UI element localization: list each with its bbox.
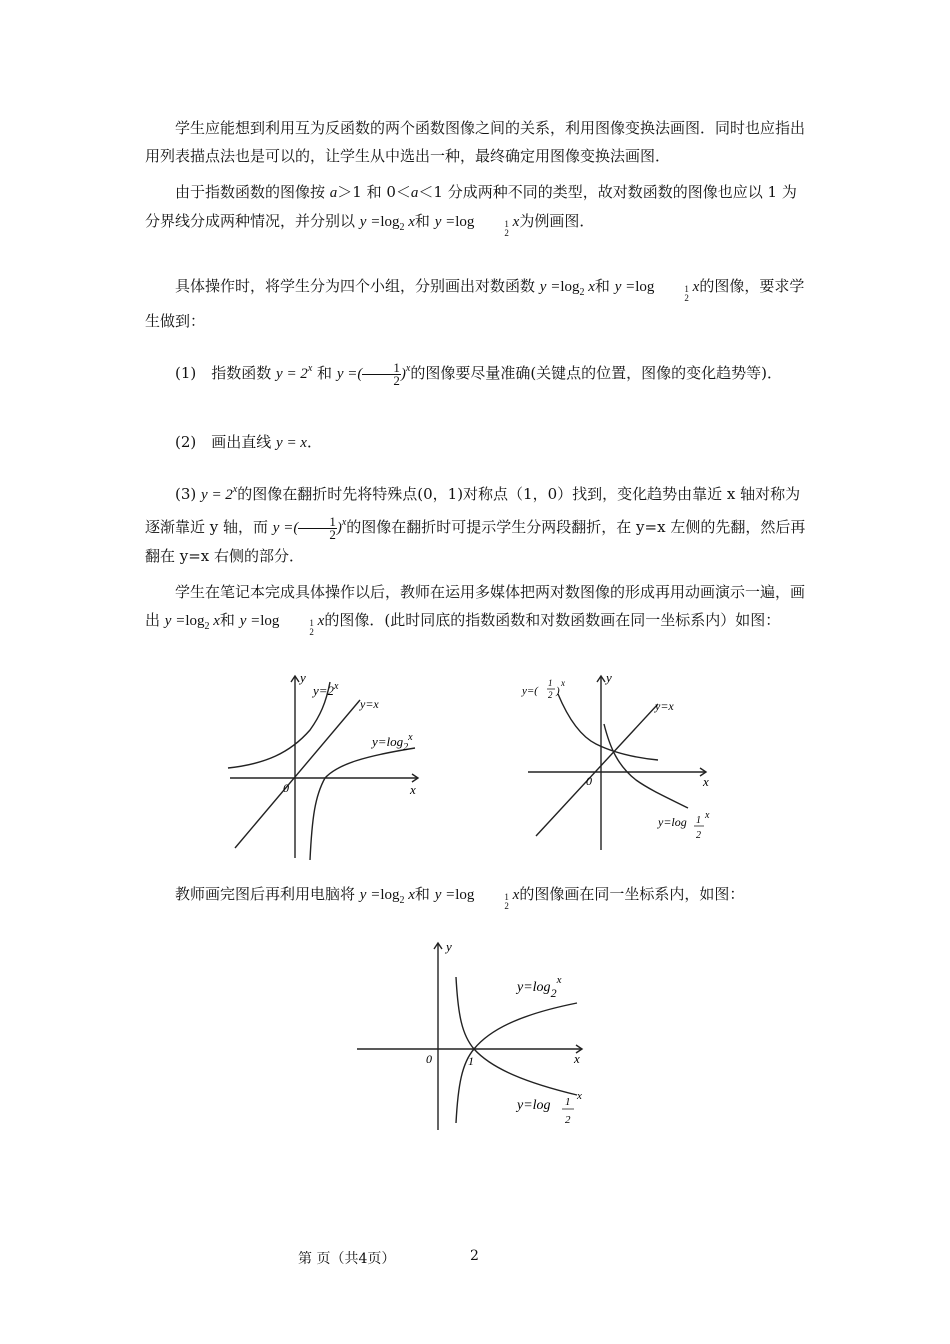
svg-text:2: 2 [548, 690, 553, 700]
list-item-3: (3) $y = 2^x$的图像在翻折时先将特殊点(0，1)对称点（1，0）找到，变化趋势由靠近 x 轴对称为逐渐靠近 y 轴，而 y =( $\frac{1}{2}$ )$^x$的图像在翻折时可提示学生分两段翻折，在 y=x 左侧的先翻，然后再翻在 y=x 右侧的部分． [145, 484, 806, 565]
svg-text:1: 1 [548, 678, 553, 688]
line-label: y=x [655, 699, 674, 713]
svg-text:x: x [577, 1090, 582, 1102]
line-y-equals-x [536, 704, 658, 836]
svg-text:x: x [705, 810, 710, 821]
line-y-equals-x [235, 700, 360, 848]
log-half-label [657, 810, 710, 841]
exp2-label: $y=2^x$ [313, 681, 339, 698]
svg-text:x: x [561, 678, 565, 688]
svg-text:): ) [556, 685, 560, 697]
svg-text:2: 2 [565, 1114, 571, 1126]
one-label: 1 [468, 1054, 474, 1068]
x-axis-label: x [703, 774, 709, 789]
exp-half-label [521, 678, 565, 700]
log-half-label [515, 1090, 582, 1126]
origin-label: 0 [283, 781, 289, 795]
formula-log-half: y =log 1 2 x [434, 214, 520, 238]
paragraph-5: 教师画完图后再利用电脑将 $y =\log_2$ x和 y =log 1 2 x的图像画在同一坐标系内，如图： [175, 885, 745, 911]
svg-text:y=log: y=log [658, 815, 687, 829]
paragraph-1: 学生应能想到利用互为反函数的两个函数图像之间的关系，利用图像变换法画图．同时也应指出用列表描点法也是可以的，让学生从中选出一种，最终确定用图像变换法画图． [145, 119, 806, 165]
curve-log2 [310, 748, 415, 860]
y-axis-label: y [606, 670, 612, 685]
formula-exp2: $y = 2^x$ [201, 484, 238, 503]
list-item-1: (1) 指数函数 $y = 2^x$ 和 y =( $\frac{1}{2}$ )$^x$的图像要尽量准确(关键点的位置，图像的变化趋势等)． [175, 360, 783, 389]
y-axis-label: y [300, 670, 306, 685]
x-axis-label: x [574, 1051, 580, 1066]
paragraph-2: 由于指数函数的图像按 a＞1 和 0＜a＜1 分成两种不同的类型，故对数函数的图像也应以 1 为分界线分成两种情况，并分别以 $y =\log_2$ x和 y =log 1 2 x为例画图． [145, 183, 797, 238]
svg-text:y=(: y=( [522, 685, 538, 697]
formula-line: y = x [276, 435, 307, 451]
formula-exp-half: y =( $\frac{1}{2}$ )$^x$ [336, 360, 411, 389]
svg-text:y=log: y=log [517, 1098, 551, 1113]
formula-log-half: y =log 1 2 x [239, 613, 325, 637]
origin-label: 0 [426, 1052, 432, 1066]
x-axis-label: x [410, 782, 416, 797]
curve-exp-half [558, 694, 658, 760]
page-number: 2 [470, 1248, 479, 1264]
page-footer: 第 页（共4页） [298, 1251, 396, 1267]
svg-text:2: 2 [696, 830, 701, 841]
graph-exp2-log2 [220, 668, 440, 863]
paragraph-4: 学生在笔记本完成具体操作以后，教师在运用多媒体把两对数图像的形成再用动画演示一遍，画出 $y =\log_2$ x和 y =log 1 2 x的图像．(此时同底的指数函数和对数函数画在同一坐标系内）如图： [145, 583, 806, 637]
formula-log2: $y =\log_2$ x [164, 613, 220, 632]
formula-exp2: $y = 2^x$ [276, 363, 313, 382]
line-label: y=x [360, 697, 379, 711]
formula-log2: $y =\log_2$ x [539, 279, 595, 298]
origin-label: 0 [586, 774, 592, 788]
svg-text:1: 1 [565, 1096, 571, 1108]
paragraph-3: 具体操作时，将学生分为四个小组，分别画出对数函数 $y =\log_2$ x和 y =log 1 2 x的图像，要求学生做到： [145, 277, 805, 330]
curve-log-half [604, 724, 688, 808]
graph-exp-half-log-half [518, 668, 718, 853]
formula-log2: $y =\log_2$ x [359, 214, 415, 233]
formula-exp-half: y =( $\frac{1}{2}$ )$^x$ [272, 514, 347, 543]
log2-label: $y=\log 2^x$ [517, 974, 562, 1000]
log2-label: $y=\log_2^x$ [372, 732, 413, 753]
formula-log-half: y =log 1 2 x [434, 887, 520, 911]
list-item-2: (2) 画出直线 y = x． [175, 433, 322, 451]
formula-log2: $y =\log_2$ x [359, 887, 415, 906]
graph-log2-log-half [352, 935, 602, 1135]
y-axis-label: y [446, 939, 452, 954]
formula-log-half: y =log 1 2 x [614, 279, 700, 303]
svg-text:1: 1 [696, 815, 701, 826]
